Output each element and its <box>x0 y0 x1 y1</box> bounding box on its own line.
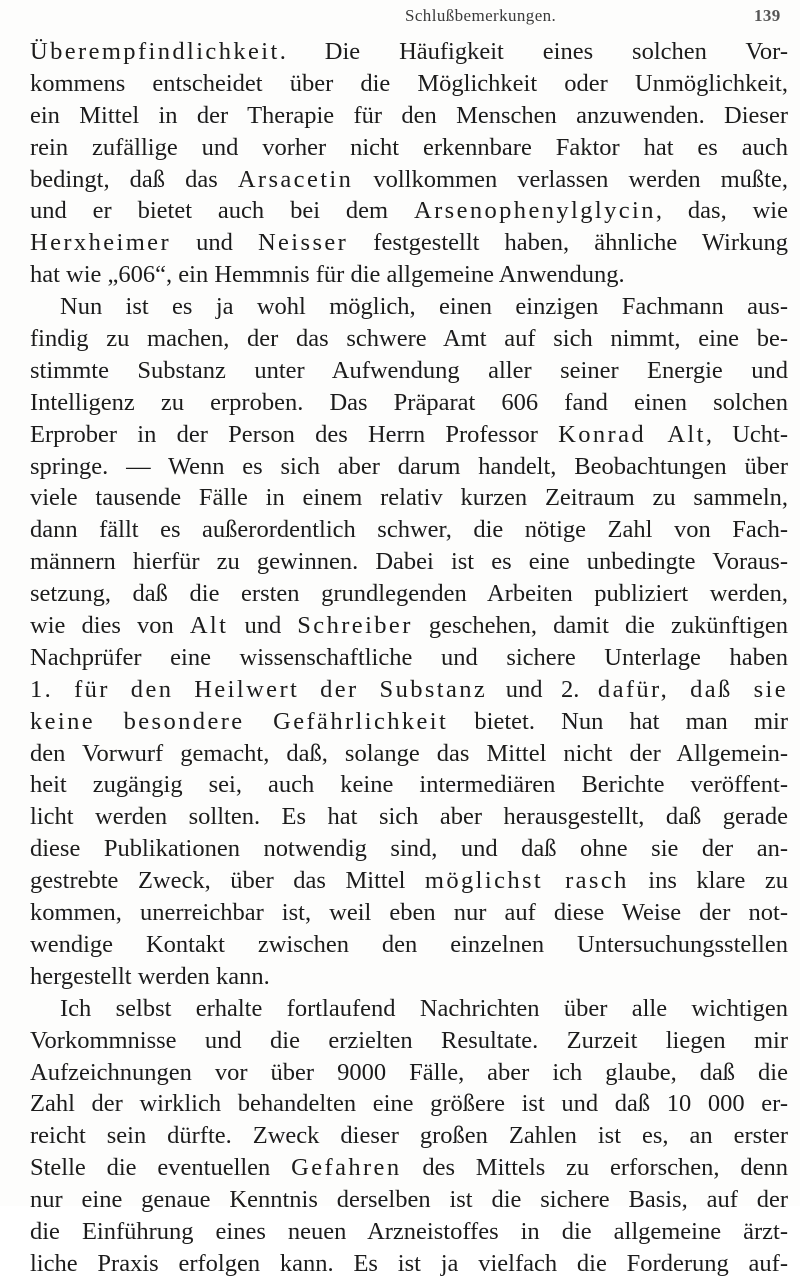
text-line <box>30 610 788 642</box>
text-run: Ich selbst erhalte fortlaufend Nachrichten über alle wichtigen <box>60 994 788 1022</box>
spaced-emphasis-text: Arsenophenylglycin <box>414 197 656 225</box>
text-line <box>30 706 788 738</box>
text-run: findig zu machen, der das schwere Amt auf sich nimmt, eine be- <box>30 325 788 353</box>
text-line <box>30 387 788 419</box>
spaced-emphasis-text: Überempfindlichkeit <box>30 38 280 65</box>
text-line <box>30 291 788 323</box>
text-line <box>30 482 788 514</box>
text-line <box>30 674 788 706</box>
running-head <box>0 4 800 30</box>
text-line <box>30 68 788 100</box>
text-line <box>30 993 788 1025</box>
text-run: liche Praxis erfolgen kann. Es ist ja vielfach die Forderung auf- <box>30 1249 788 1277</box>
text-run: setzung, daß die ersten grundlegenden Arbeiten publiziert werden, <box>30 580 788 608</box>
text-run: diese Publikationen notwendig sind, und daß ohne sie der an- <box>30 835 788 863</box>
spaced-emphasis-text: möglichst rasch <box>424 867 629 895</box>
text-run: rein zufällige und vorher nicht erkennbare Faktor hat es auch <box>30 133 788 161</box>
text-run: springe. — Wenn es sich aber darum handelt, Beobachtungen über <box>30 452 788 480</box>
text-run: licht werden sollten. Es hat sich aber herausgestellt, daß gerade <box>30 803 788 831</box>
text-line <box>30 738 788 770</box>
text-run: gestrebte Zweck, über das Mittel <box>30 867 425 895</box>
text-run: nur eine genaue Kenntnis derselben ist die sichere Basis, auf der <box>30 1186 788 1214</box>
text-line <box>30 132 788 164</box>
text-line <box>30 1248 788 1280</box>
spaced-emphasis-text: 1. für den Heilwert der Substanz <box>30 675 488 703</box>
text-line <box>30 259 788 291</box>
text-run: geschehen, damit die zukünftigen <box>412 612 788 640</box>
text-run: kommens entscheidet über die Möglichkeit oder Unmöglichkeit, <box>30 69 788 97</box>
spaced-emphasis-text: Arsacetin <box>237 165 354 193</box>
text-line <box>30 164 788 196</box>
spaced-emphasis-text: keine besondere Gefährlichkeit <box>30 707 449 735</box>
text-run: die Einführung eines neuen Arzneistoffes in die allgemeine ärzt- <box>30 1217 788 1245</box>
text-run: bietet. Nun hat man mir <box>448 707 788 735</box>
text-run: wendige Kontakt zwischen den einzelnen Untersuchungsstellen <box>30 930 788 958</box>
text-line <box>30 451 788 483</box>
text-line <box>30 833 788 865</box>
text-run: kommen, unerreichbar ist, weil eben nur auf diese Weise der not- <box>30 899 788 927</box>
text-line <box>30 801 788 833</box>
text-run: hat wie „606“, ein Hemmnis für die allgemeine Anwendung. <box>30 261 625 289</box>
text-line <box>30 897 788 929</box>
text-run: ins klare zu <box>628 867 788 895</box>
text-run: männern hierfür zu gewinnen. Dabei ist es eine unbedingte Voraus- <box>30 548 788 576</box>
text-line <box>30 323 788 355</box>
text-run: des Mittels zu erforschen, denn <box>401 1154 788 1182</box>
spaced-emphasis-text: Neisser <box>257 229 349 257</box>
text-run: dann fällt es außerordentlich schwer, die nötige Zahl von Fach- <box>30 516 788 544</box>
text-run: wie dies von <box>30 612 190 640</box>
text-line <box>30 1216 788 1248</box>
text-run: und er bietet auch bei dem <box>30 197 414 225</box>
text-line <box>30 929 788 961</box>
text-run: Erprober in der Person des Herrn Professor <box>30 420 559 448</box>
text-run: Aufzeichnungen vor über 9000 Fälle, aber ich glaube, daß die <box>30 1058 788 1086</box>
body-text <box>30 36 788 1280</box>
text-run: hergestellt werden kann. <box>30 962 270 990</box>
text-line <box>30 227 788 259</box>
spaced-emphasis-text: Gefahren <box>291 1154 402 1182</box>
text-line <box>30 514 788 546</box>
text-run: und <box>171 229 258 257</box>
text-line <box>30 578 788 610</box>
text-run: Nun ist es ja wohl möglich, einen einzigen Fachmann aus- <box>60 293 788 321</box>
text-line <box>30 1152 788 1184</box>
text-line <box>30 195 788 227</box>
text-run: und 2. <box>487 675 598 703</box>
text-run: Nachprüfer eine wissenschaftliche und sichere Unterlage haben <box>30 643 788 671</box>
text-run: Intelligenz zu erproben. Das Präparat 606 fand einen solchen <box>30 388 788 416</box>
text-run: den Vorwurf gemacht, daß, solange das Mittel nicht der Allgemein- <box>30 739 788 767</box>
text-line <box>30 36 788 68</box>
text-run: festgestellt haben, ähnliche Wirkung <box>348 229 788 257</box>
text-run: viele tausende Fälle in einem relativ kurzen Zeitraum zu sammeln, <box>30 484 788 512</box>
spaced-emphasis-text: Alt <box>189 612 229 640</box>
text-line <box>30 769 788 801</box>
text-run: und <box>228 612 298 640</box>
text-line <box>30 100 788 132</box>
text-run: ein Mittel in der Therapie für den Menschen anzuwenden. Dieser <box>30 101 788 129</box>
text-line <box>30 1025 788 1057</box>
text-run: , Ucht- <box>705 420 788 448</box>
spaced-emphasis-text: Konrad Alt <box>558 420 706 448</box>
text-run: , das, wie <box>655 197 788 225</box>
spaced-emphasis-text: Herxheimer <box>30 229 171 257</box>
text-line <box>30 546 788 578</box>
text-run: . Die Häufigkeit eines solchen Vor- <box>279 38 788 65</box>
spaced-emphasis-text: dafür, daß sie <box>597 675 788 703</box>
text-line <box>30 419 788 451</box>
text-run: Stelle die eventuellen <box>30 1154 292 1182</box>
text-run: Vorkommnisse und die erzielten Resultate. Zurzeit liegen mir <box>30 1026 788 1054</box>
text-run: heit zugängig sei, auch keine intermediären Berichte veröffent- <box>30 771 788 799</box>
text-run: vollkommen verlassen werden mußte, <box>353 165 788 193</box>
text-line <box>30 1120 788 1152</box>
text-line <box>30 961 788 993</box>
text-line <box>30 1057 788 1089</box>
text-line <box>30 642 788 674</box>
text-run: bedingt, daß das <box>30 165 238 193</box>
running-head-title: Schlußbemerkungen. <box>405 6 557 25</box>
text-line <box>30 355 788 387</box>
spaced-emphasis-text: Schreiber <box>297 612 413 640</box>
text-line <box>30 865 788 897</box>
text-run: stimmte Substanz unter Aufwendung aller seiner Energie und <box>30 356 788 384</box>
page-number: 139 <box>754 6 781 25</box>
text-run: reicht sein dürfte. Zweck dieser großen Zahlen ist es, an erster <box>30 1122 788 1150</box>
text-line <box>30 1088 788 1120</box>
text-run: Zahl der wirklich behandelten eine größere ist und daß 10 000 er- <box>30 1090 788 1118</box>
text-line <box>30 1184 788 1216</box>
